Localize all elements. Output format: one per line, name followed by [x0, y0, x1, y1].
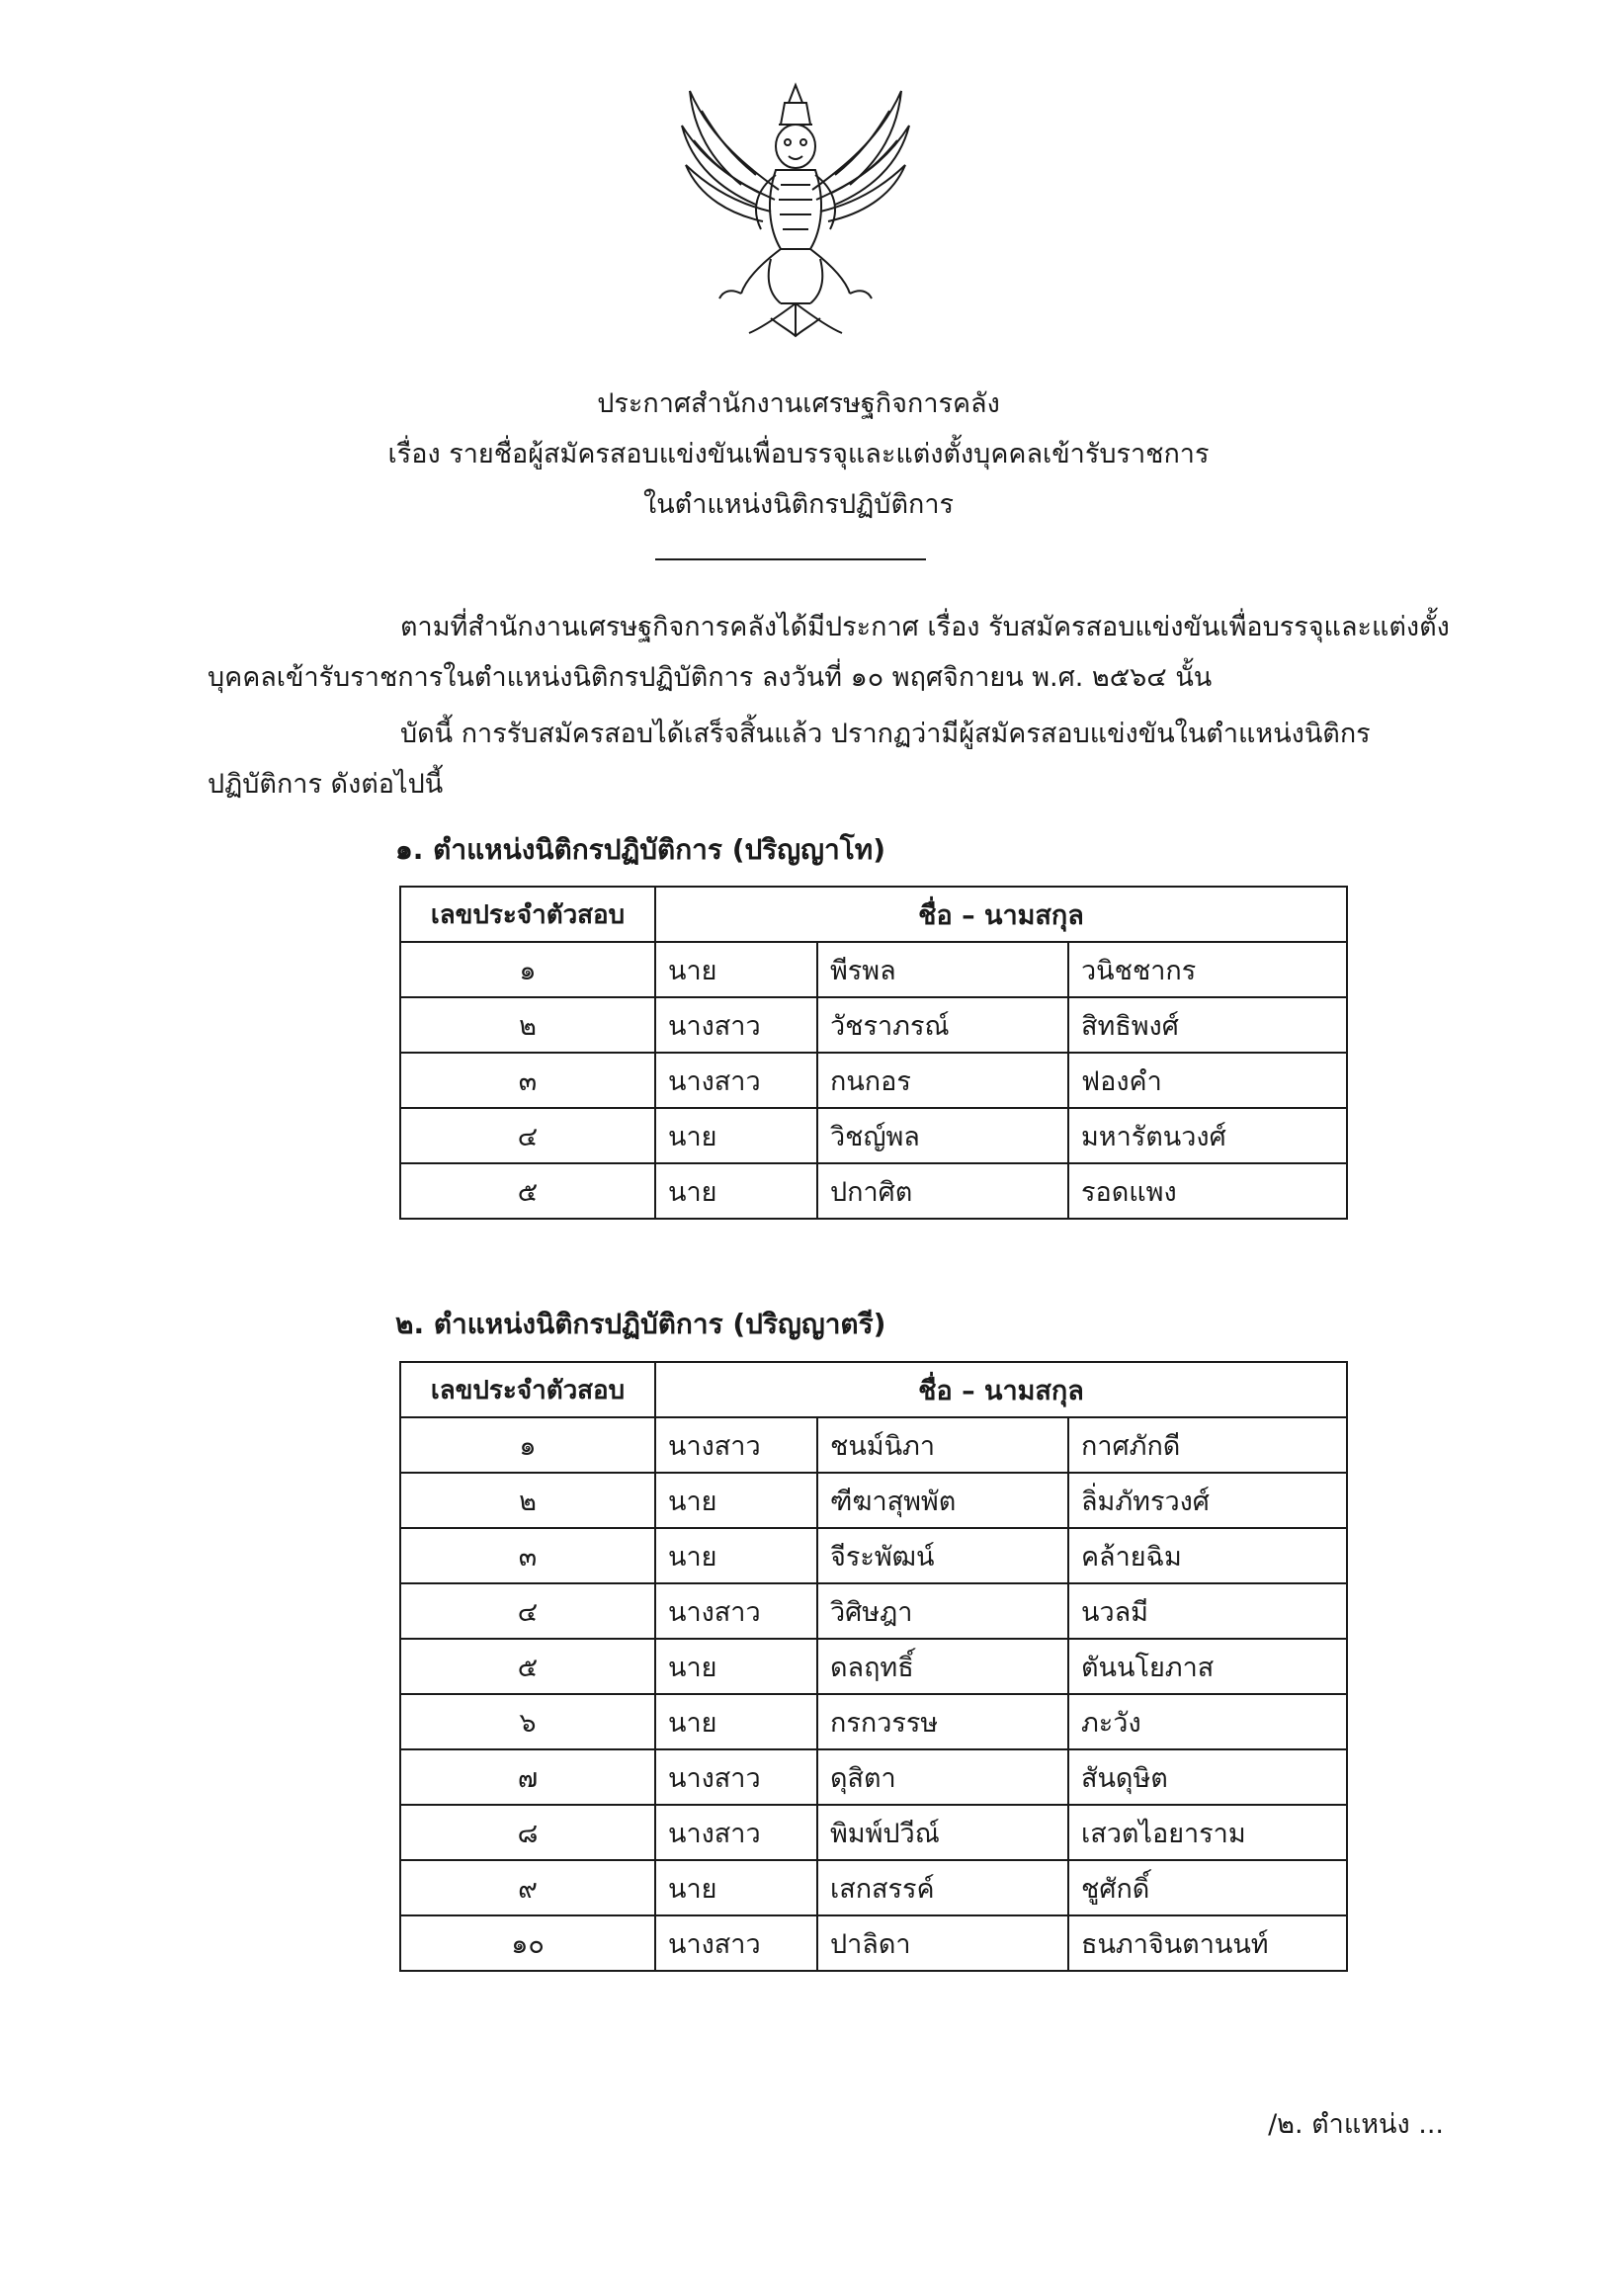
name-prefix: นาย [655, 1473, 817, 1528]
exam-id: ๓ [400, 1053, 655, 1108]
table-header-row [400, 1362, 1347, 1417]
first-name: ปกาศิต [817, 1163, 1068, 1219]
exam-id: ๕ [400, 1163, 655, 1219]
table-row [400, 997, 1347, 1053]
exam-id: ๙ [400, 1860, 655, 1915]
exam-id: ๑๐ [400, 1915, 655, 1971]
exam-id: ๓ [400, 1528, 655, 1583]
table-row [400, 1915, 1347, 1971]
first-name: กนกอร [817, 1053, 1068, 1108]
name-prefix: นางสาว [655, 1417, 817, 1473]
name-prefix: นาย [655, 1694, 817, 1749]
name-prefix: นางสาว [655, 1805, 817, 1860]
table-row [400, 1473, 1347, 1528]
first-name: ดุสิตา [817, 1749, 1068, 1805]
exam-id: ๑ [400, 942, 655, 997]
section-2-title: ๒. ตำแหน่งนิติกรปฏิบัติการ (ปริญญาตรี) [395, 1308, 886, 1340]
table-row [400, 1108, 1347, 1163]
last-name: นวลมี [1068, 1583, 1347, 1639]
first-name: ชนม์นิภา [817, 1417, 1068, 1473]
name-prefix: นางสาว [655, 1915, 817, 1971]
name-prefix: นางสาว [655, 1749, 817, 1805]
name-prefix: นางสาว [655, 997, 817, 1053]
name-prefix: นางสาว [655, 1583, 817, 1639]
announcement-title: ประกาศสำนักงานเศรษฐกิจการคลัง [597, 388, 1000, 419]
id-column-header: เลขประจำตัวสอบ [400, 887, 655, 942]
first-name: เสกสรรค์ [817, 1860, 1068, 1915]
table-row [400, 1053, 1347, 1108]
table-row [400, 1417, 1347, 1473]
last-name: ชูศักดิ์ [1068, 1860, 1347, 1915]
garuda-emblem-icon [672, 81, 919, 340]
name-column-header: ชื่อ – นามสกุล [655, 1362, 1347, 1417]
first-name: จีระพัฒน์ [817, 1528, 1068, 1583]
last-name: สันดุษิต [1068, 1749, 1347, 1805]
table-row [400, 1163, 1347, 1219]
last-name: ลิ่มภัทรวงศ์ [1068, 1473, 1347, 1528]
exam-id: ๖ [400, 1694, 655, 1749]
first-name: วิศิษฎา [817, 1583, 1068, 1639]
last-name: ฟองคำ [1068, 1053, 1347, 1108]
first-name: กรกวรรษ [817, 1694, 1068, 1749]
first-name: วัชราภรณ์ [817, 997, 1068, 1053]
section-2-table [399, 1361, 1348, 1972]
table-row [400, 1639, 1347, 1694]
last-name: กาศภักดี [1068, 1417, 1347, 1473]
table-row [400, 1805, 1347, 1860]
name-prefix: นาย [655, 1163, 817, 1219]
name-prefix: นาย [655, 942, 817, 997]
announcement-subject-line2: ในตำแหน่งนิติกรปฏิบัติการ [643, 489, 954, 520]
paragraph-2-line-1: บัดนี้ การรับสมัครสอบได้เสร็จสิ้นแล้ว ปรากฏว่ามีผู้สมัครสอบแข่งขันในตำแหน่งนิติกร [400, 719, 1371, 749]
last-name: วนิชชากร [1068, 942, 1347, 997]
last-name: สิทธิพงศ์ [1068, 997, 1347, 1053]
first-name: ปาลิดา [817, 1915, 1068, 1971]
first-name: พิมพ์ปวีณ์ [817, 1805, 1068, 1860]
continuation-note: /๒. ตำแหน่ง ... [1268, 2109, 1444, 2140]
last-name: ธนภาจินตานนท์ [1068, 1915, 1347, 1971]
id-column-header: เลขประจำตัวสอบ [400, 1362, 655, 1417]
table-row [400, 1860, 1347, 1915]
last-name: ตันนโยภาส [1068, 1639, 1347, 1694]
exam-id: ๔ [400, 1583, 655, 1639]
table-row [400, 1583, 1347, 1639]
table-row [400, 1749, 1347, 1805]
first-name: พีรพล [817, 942, 1068, 997]
name-column-header: ชื่อ – นามสกุล [655, 887, 1347, 942]
name-prefix: นาย [655, 1639, 817, 1694]
table-row [400, 1694, 1347, 1749]
last-name: มหารัตนวงศ์ [1068, 1108, 1347, 1163]
first-name: ฑีฆาสุพพัต [817, 1473, 1068, 1528]
section-1-title: ๑. ตำแหน่งนิติกรปฏิบัติการ (ปริญญาโท) [395, 833, 886, 866]
last-name: ภะวัง [1068, 1694, 1347, 1749]
name-prefix: นาย [655, 1108, 817, 1163]
name-prefix: นาย [655, 1860, 817, 1915]
last-name: เสวตไอยาราม [1068, 1805, 1347, 1860]
exam-id: ๘ [400, 1805, 655, 1860]
title-divider [655, 558, 926, 560]
exam-id: ๕ [400, 1639, 655, 1694]
exam-id: ๒ [400, 997, 655, 1053]
paragraph-1-line-2: บุคคลเข้ารับราชการในตำแหน่งนิติกรปฏิบัติการ ลงวันที่ ๑๐ พฤศจิกายน พ.ศ. ๒๕๖๔ นั้น [208, 662, 1213, 693]
table-row [400, 942, 1347, 997]
exam-id: ๔ [400, 1108, 655, 1163]
last-name: คล้ายฉิม [1068, 1528, 1347, 1583]
announcement-subject: เรื่อง รายชื่อผู้สมัครสอบแข่งขันเพื่อบรรจุและแต่งตั้งบุคคลเข้ารับราชการ [387, 439, 1210, 469]
exam-id: ๑ [400, 1417, 655, 1473]
first-name: ดลฤทธิ์ [817, 1639, 1068, 1694]
section-1-table [399, 886, 1348, 1220]
table-row [400, 1528, 1347, 1583]
table-header-row [400, 887, 1347, 942]
paragraph-2-line-2: ปฏิบัติการ ดังต่อไปนี้ [208, 769, 444, 800]
exam-id: ๗ [400, 1749, 655, 1805]
first-name: วิชญ์พล [817, 1108, 1068, 1163]
paragraph-1-line-1: ตามที่สำนักงานเศรษฐกิจการคลังได้มีประกาศ เรื่อง รับสมัครสอบแข่งขันเพื่อบรรจุและแต่งตั้ง [400, 612, 1450, 642]
exam-id: ๒ [400, 1473, 655, 1528]
name-prefix: นางสาว [655, 1053, 817, 1108]
last-name: รอดแพง [1068, 1163, 1347, 1219]
name-prefix: นาย [655, 1528, 817, 1583]
